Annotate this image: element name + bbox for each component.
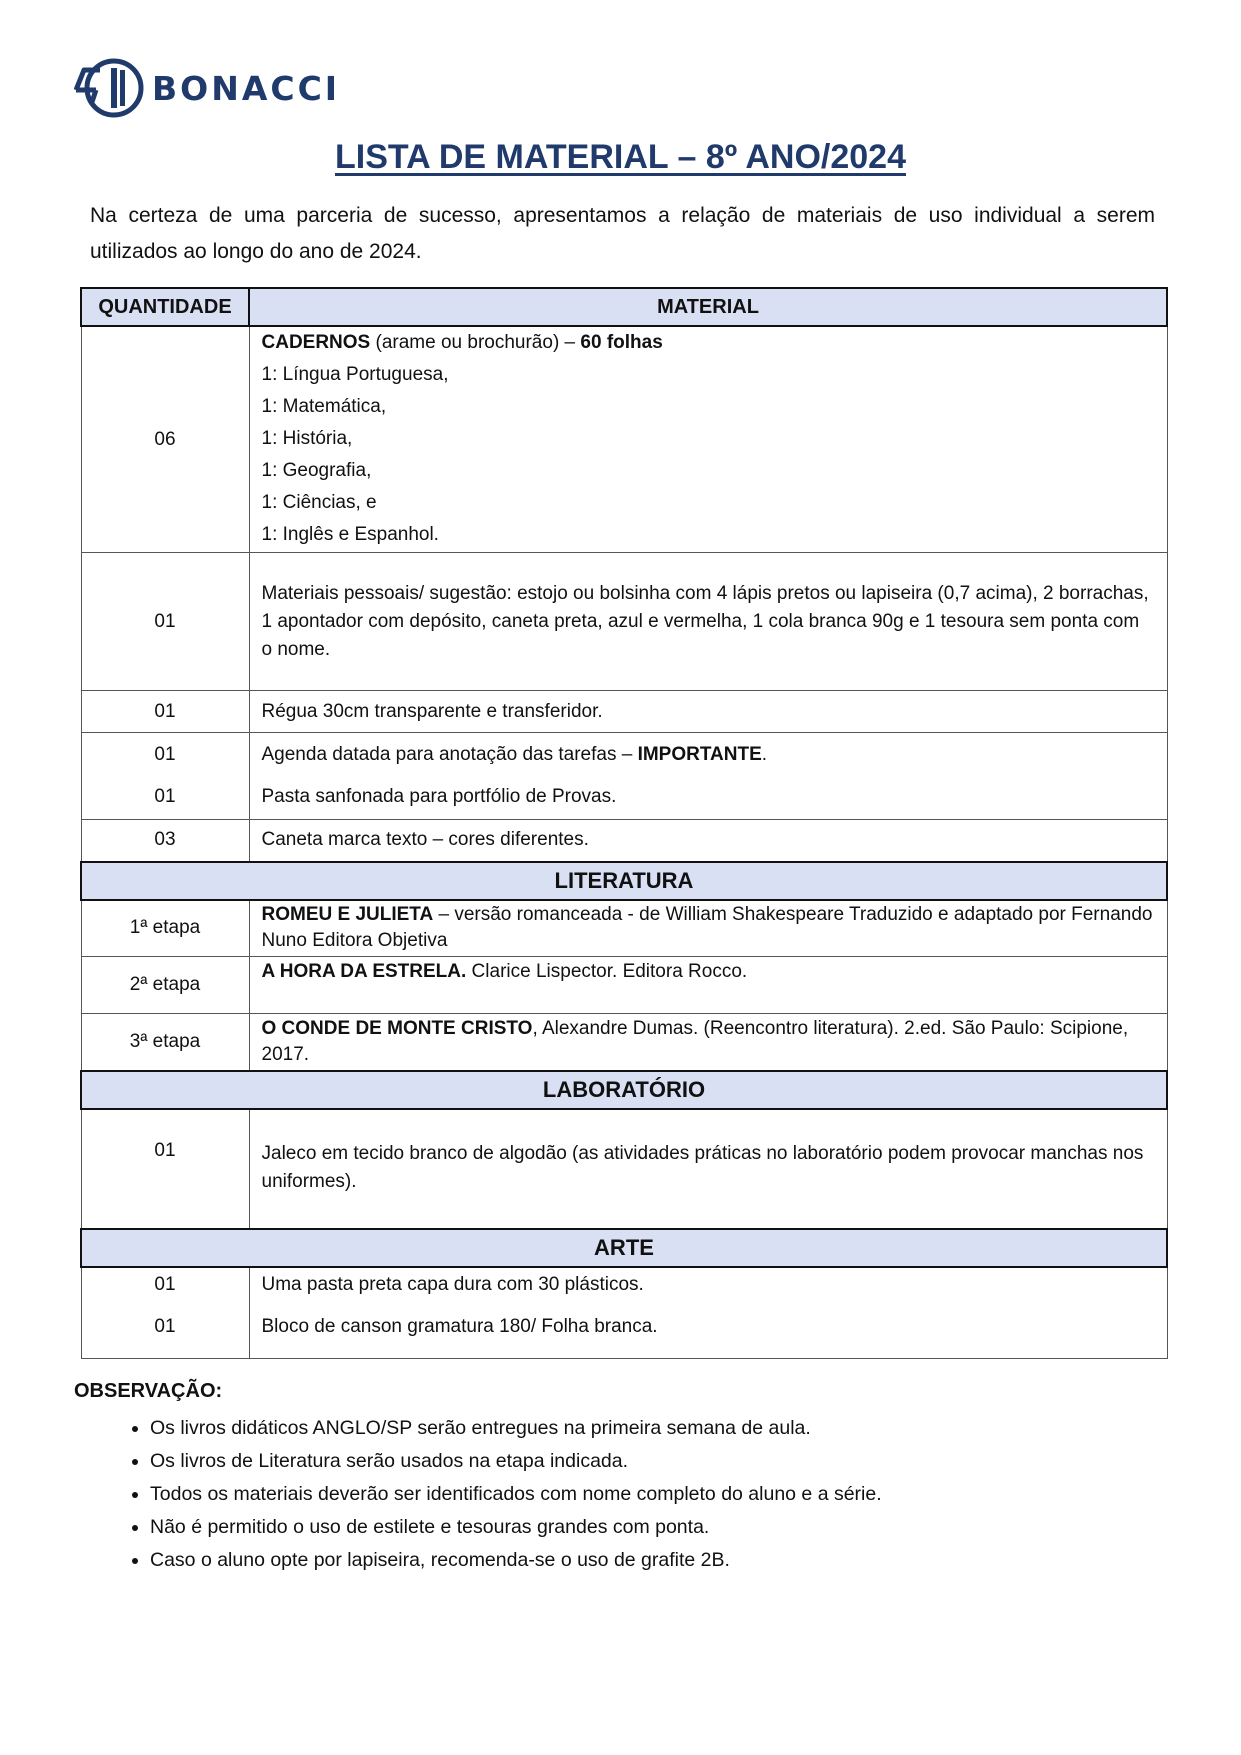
intro-paragraph: Na certeza de uma parceria de sucesso, apresentamos a relação de materiais de uso individual a serem utilizados ao longo do ano de 2024. [90, 204, 1155, 263]
list-item: • Caso o aluno opte por lapiseira, recomenda-se o uso de grafite 2B. [150, 1544, 1150, 1577]
table-row [81, 1267, 1167, 1359]
material-table [80, 287, 1168, 1359]
table-row [81, 733, 1167, 820]
quantity-cell: 01 [81, 691, 249, 733]
list-item: • Os livros didáticos ANGLO/SP serão entregues na primeira semana de aula. [150, 1412, 1150, 1445]
arte-item: Uma pasta preta capa dura com 30 plásticos. [261, 1273, 644, 1295]
cadernos-title: CADERNOS (arame ou brochurão) – 60 folhas [261, 332, 663, 353]
table-row [81, 1109, 1167, 1229]
table-row [81, 957, 1167, 1014]
quantity-cell: 03 [81, 820, 249, 862]
observacao-list [110, 1412, 1150, 1577]
quantity-cell: 01 [81, 553, 249, 691]
section-arte [81, 1229, 1167, 1267]
table-header-row [81, 288, 1167, 326]
pasta-item: Pasta sanfonada para portfólio de Provas. [261, 786, 617, 807]
fibonacci-logo-icon [74, 56, 148, 120]
section-heading: ARTE [81, 1229, 1167, 1267]
material-cell: Caneta marca texto – cores diferentes. [249, 820, 1167, 862]
material-cell: Régua 30cm transparente e transferidor. [249, 691, 1167, 733]
quantity-cell: 01 [81, 1109, 249, 1229]
material-cell [249, 733, 1167, 820]
list-item: 1: Inglês e Espanhol. [261, 524, 439, 545]
material-cell: Jaleco em tecido branco de algodão (as atividades práticas no laboratório podem provocar manchas nos uniformes). [249, 1109, 1167, 1229]
material-cell: A HORA DA ESTRELA. Clarice Lispector. Editora Rocco. [249, 957, 1167, 1014]
quantity-cell: 01 01 [81, 733, 249, 820]
arte-item: Bloco de canson gramatura 180/ Folha branca. [261, 1315, 658, 1337]
list-item: • Todos os materiais deverão ser identificados com nome completo do aluno e a série. [150, 1478, 1150, 1511]
material-cell [249, 326, 1167, 553]
quantity-cell: 3ª etapa [81, 1014, 249, 1071]
table-row [81, 820, 1167, 862]
list-item: 1: Geografia, [261, 460, 372, 481]
section-literatura [81, 862, 1167, 900]
table-row [81, 900, 1167, 957]
logo-text: BONACCI [152, 68, 341, 108]
list-item: 1: Matemática, [261, 396, 387, 417]
material-cell [249, 1267, 1167, 1359]
logo [74, 56, 340, 120]
material-cell: O CONDE DE MONTE CRISTO, Alexandre Dumas. (Reencontro literatura). 2.ed. São Paulo: Scipione, 2017. [249, 1014, 1167, 1071]
table-row [81, 1014, 1167, 1071]
material-cell: Materiais pessoais/ sugestão: estojo ou bolsinha com 4 lápis pretos ou lapiseira (0,7 acima), 2 borrachas, 1 apontador com depósito, caneta preta, azul e vermelha, 1 cola branca 90g e 1 tesoura sem ponta com o nome. [249, 553, 1167, 691]
quantity-cell: 1ª etapa [81, 900, 249, 957]
list-item: 1: Língua Portuguesa, [261, 364, 449, 385]
list-item: 1: História, [261, 428, 353, 449]
section-laboratorio [81, 1071, 1167, 1109]
quantity-cell: 01 01 [81, 1267, 249, 1359]
list-item: • Não é permitido o uso de estilete e tesouras grandes com ponta. [150, 1511, 1150, 1544]
header-material: MATERIAL [249, 288, 1167, 326]
material-cell: ROMEU E JULIETA – versão romanceada - de William Shakespeare Traduzido e adaptado por Fernando Nuno Editora Objetiva [249, 900, 1167, 957]
observacao-heading: OBSERVAÇÃO: [74, 1380, 223, 1402]
table-row [81, 326, 1167, 553]
quantity-cell: 2ª etapa [81, 957, 249, 1014]
list-item: 1: Ciências, e [261, 492, 377, 513]
table-row [81, 691, 1167, 733]
list-item: • Os livros de Literatura serão usados na etapa indicada. [150, 1445, 1150, 1478]
section-heading: LITERATURA [81, 862, 1167, 900]
agenda-item: Agenda datada para anotação das tarefas – IMPORTANTE. [261, 744, 768, 765]
quantity-cell: 06 [81, 326, 249, 553]
section-heading: LABORATÓRIO [81, 1071, 1167, 1109]
header-quantity: QUANTIDADE [81, 288, 249, 326]
page-title: LISTA DE MATERIAL – 8º ANO/2024 [334, 138, 906, 176]
table-row [81, 553, 1167, 691]
